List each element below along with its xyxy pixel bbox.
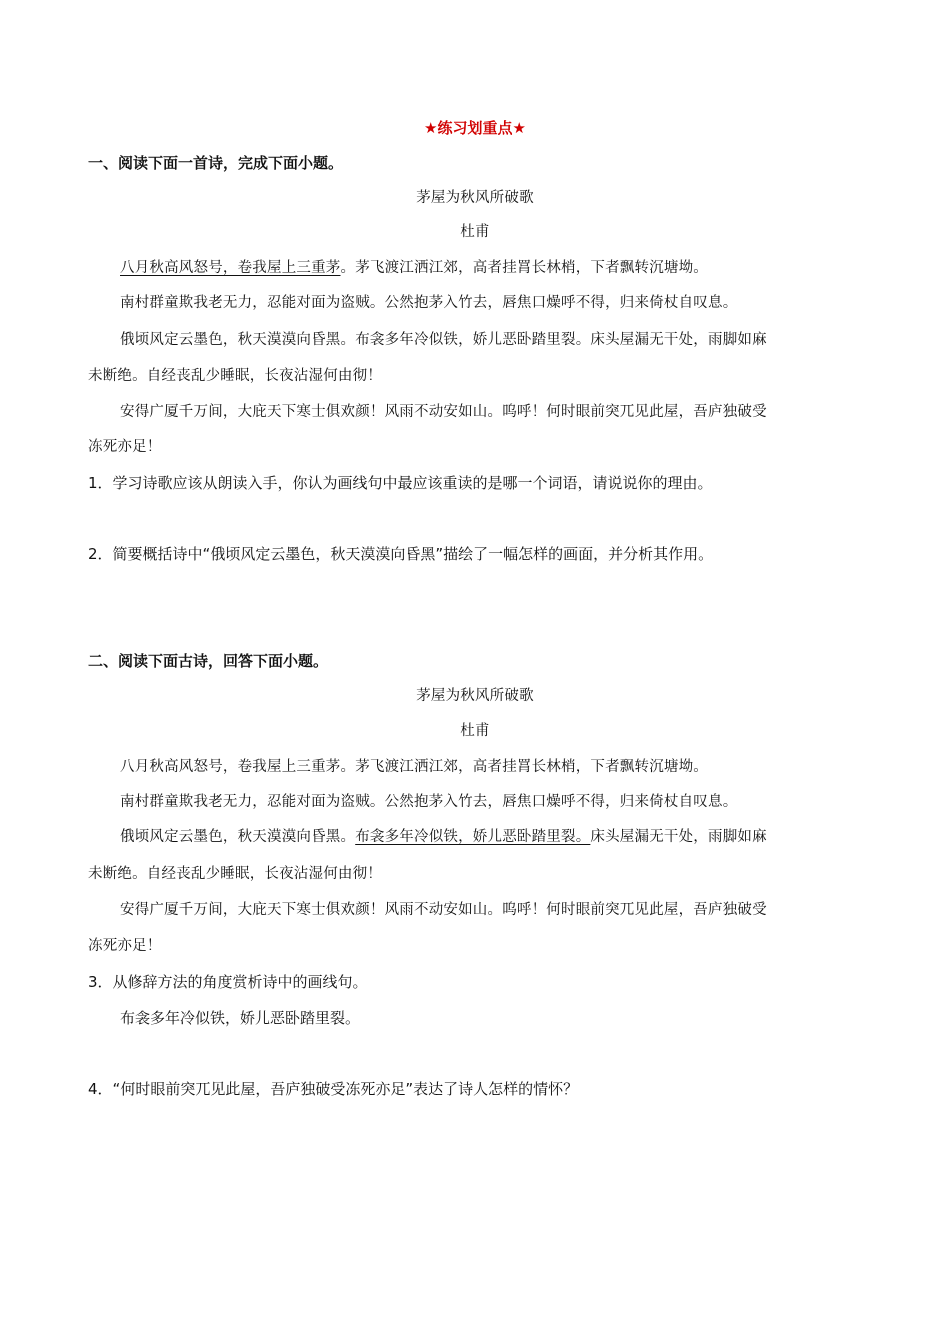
section2-poem-paragraph-2: 南村群童欺我老无力，忍能对面为盗贼。公然抱茅入竹去，唇焦口燥呼不得，归来倚杖自叹息。 (120, 794, 738, 810)
section1-p1-rest: 。茅飞渡江洒江郊，高者挂罥长林梢，下者飘转沉塘坳。 (340, 260, 708, 276)
question-3-quote: 布衾多年冷似铁，娇儿恶卧踏里裂。 (120, 1009, 361, 1027)
banner-title: ★练习划重点★ (424, 119, 526, 137)
section1-poem-author: 杜甫 (460, 224, 490, 240)
section1-poem-paragraph-4b: 冻死亦足！ (88, 439, 162, 455)
section2-p3a-pre: 俄顷风定云墨色，秋天漠漠向昏黑。 (120, 829, 356, 845)
section2-poem-paragraph-3a (120, 827, 767, 847)
section1-heading: 一、阅读下面一首诗，完成下面小题。 (88, 154, 344, 172)
section2-poem-title: 茅屋为秋风所破歌 (416, 688, 534, 704)
section2-heading: 二、阅读下面古诗，回答下面小题。 (88, 652, 329, 670)
section2-underlined-line: 布衾多年冷似铁，娇儿恶卧踏里裂。 (355, 829, 591, 845)
section1-poem-title: 茅屋为秋风所破歌 (416, 190, 534, 206)
section2-poem-paragraph-1: 八月秋高风怒号，卷我屋上三重茅。茅飞渡江洒江郊，高者挂罥长林梢，下者飘转沉塘坳。 (120, 759, 708, 775)
question-3: 3．从修辞方法的角度赏析诗中的画线句。 (88, 973, 368, 991)
section2-poem-paragraph-4a: 安得广厦千万间，大庇天下寒士俱欢颜！风雨不动安如山。呜呼！何时眼前突兀见此屋，吾庐独破受 (120, 902, 767, 918)
section1-underlined-line: 八月秋高风怒号，卷我屋上三重茅 (120, 260, 341, 276)
section1-poem-paragraph-4a: 安得广厦千万间，大庇天下寒士俱欢颜！风雨不动安如山。呜呼！何时眼前突兀见此屋，吾庐独破受 (120, 404, 767, 420)
section2-poem-paragraph-4b: 冻死亦足！ (88, 938, 162, 954)
section2-p3a-post: 床头屋漏无干处，雨脚如麻 (590, 829, 767, 845)
section1-poem-paragraph-3b: 未断绝。自经丧乱少睡眠，长夜沾湿何由彻！ (88, 368, 382, 384)
section2-poem-author: 杜甫 (460, 723, 490, 739)
question-4: 4．“何时眼前突兀见此屋，吾庐独破受冻死亦足”表达了诗人怎样的情怀？ (88, 1080, 579, 1098)
section2-poem-paragraph-3b: 未断绝。自经丧乱少睡眠，长夜沾湿何由彻！ (88, 866, 382, 882)
question-2: 2．简要概括诗中“俄顷风定云墨色，秋天漠漠向昏黑”描绘了一幅怎样的画面，并分析其作用。 (88, 545, 714, 563)
question-1: 1．学习诗歌应该从朗读入手，你认为画线句中最应该重读的是哪一个词语，请说说你的理由。 (88, 474, 713, 492)
section1-poem-paragraph-1 (120, 258, 708, 278)
section1-poem-paragraph-2: 南村群童欺我老无力，忍能对面为盗贼。公然抱茅入竹去，唇焦口燥呼不得，归来倚杖自叹息。 (120, 295, 738, 311)
section1-poem-paragraph-3a: 俄顷风定云墨色，秋天漠漠向昏黑。布衾多年冷似铁，娇儿恶卧踏里裂。床头屋漏无干处，雨脚如麻 (120, 332, 767, 348)
